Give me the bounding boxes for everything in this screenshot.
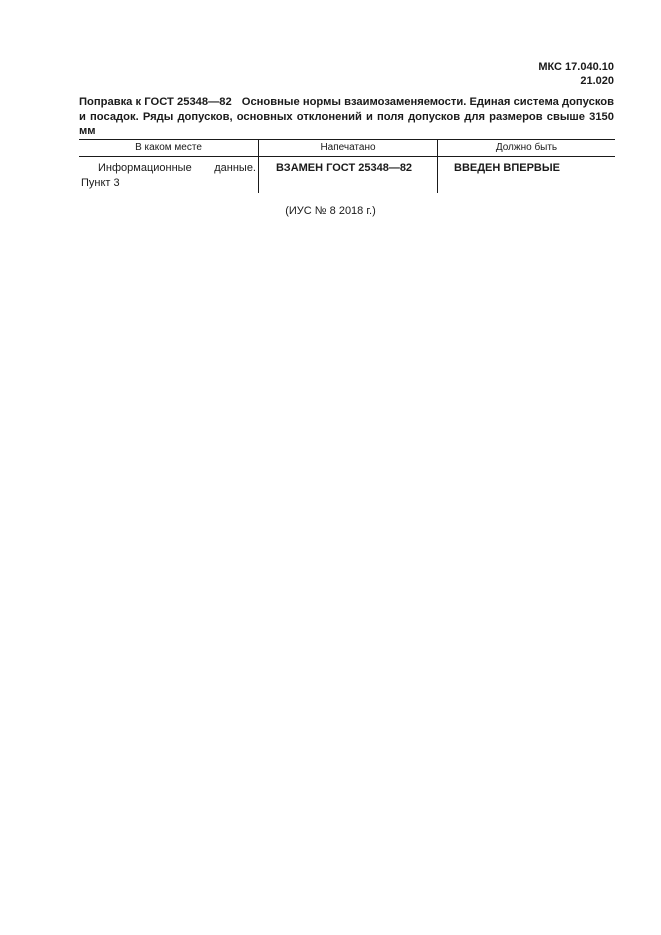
mks-code-1: МКС 17.040.10 (538, 61, 614, 73)
header-place: В каком месте (135, 142, 202, 153)
table-row (79, 157, 615, 193)
cell-should-be: ВВЕДЕН ВПЕРВЫЕ (437, 157, 615, 193)
table-header-row (79, 140, 615, 156)
classification-codes (538, 60, 614, 88)
title-subject: Основные нормы взаимозаменяемости. Единая система допусков (241, 96, 614, 108)
title-amendment: Поправка к ГОСТ 25348—82 (79, 96, 232, 108)
header-printed: Напечатано (258, 140, 437, 156)
document-title (79, 95, 614, 139)
header-should-be: Должно быть (437, 140, 615, 156)
cell-place-line-2: Пункт 3 (81, 177, 120, 189)
cell-place (79, 157, 258, 193)
mks-code-2: 21.020 (580, 75, 614, 87)
title-line-1 (79, 95, 614, 110)
cell-printed: ВЗАМЕН ГОСТ 25348—82 (258, 157, 437, 193)
source-note: (ИУС № 8 2018 г.) (285, 205, 376, 217)
title-line-2: и посадок. Ряды допусков, основных отклонений и поля допусков для размеров свыше 3150 мм (79, 110, 614, 137)
cell-place-line-1: Информационные данные. (98, 162, 256, 174)
